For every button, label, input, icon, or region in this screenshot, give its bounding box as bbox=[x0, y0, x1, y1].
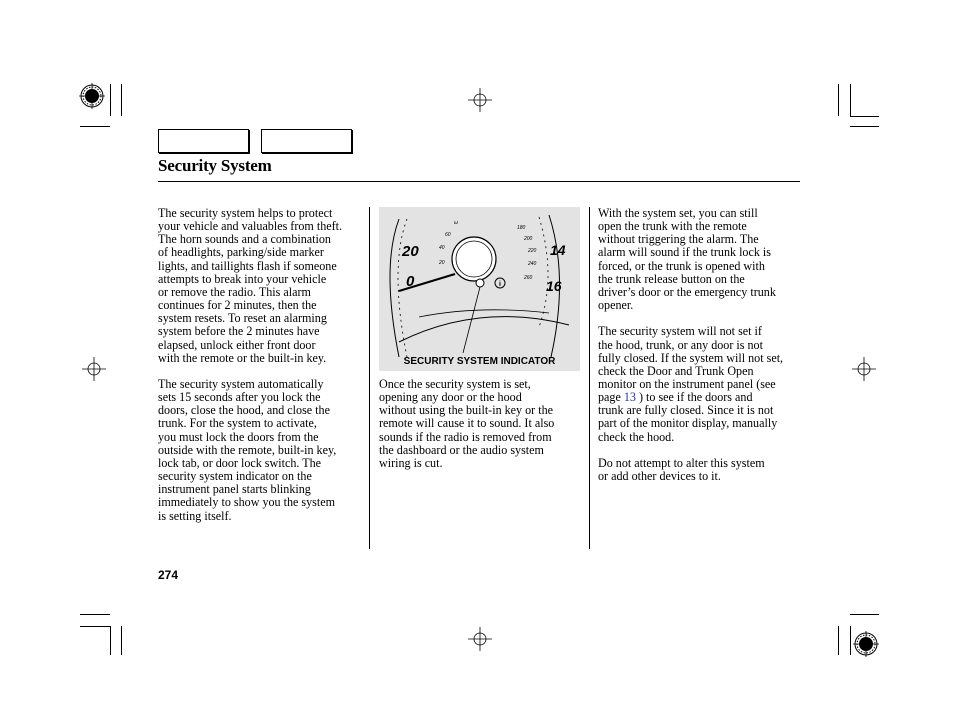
gauge-illustration bbox=[379, 207, 580, 371]
gauge-tick: 200 bbox=[524, 236, 533, 242]
gauge-label: 20 bbox=[402, 243, 419, 260]
paragraph bbox=[598, 325, 803, 443]
page-title: Security System bbox=[158, 156, 272, 175]
gauge-tick: 240 bbox=[528, 261, 537, 267]
paragraph: With the system set, you can still open the trunk with the remote without triggering the alarm. The alarm will sound if the trunk lock is forced, or the trunk is opened with the trunk release button on the driver’s door or the emergency trunk opener. bbox=[598, 206, 776, 313]
text-span: The security system will not set if the hood, trunk, or any door is not fully closed. If the system will not set, check the Door and Trunk Open monitor on the instrument panel (see page bbox=[598, 324, 784, 405]
gauge-label: 0 bbox=[406, 273, 415, 290]
instrument-panel-figure bbox=[379, 207, 580, 371]
crosshair-mark-icon bbox=[852, 357, 876, 381]
paragraph: Do not attempt to alter this system or add other devices to it. bbox=[598, 455, 765, 484]
column-divider bbox=[369, 207, 370, 549]
registration-target-icon bbox=[853, 631, 879, 657]
text-span: ) to see if the doors and trunk are fully closed. Since it is not part of the monitor display, manually check the hood. bbox=[598, 390, 778, 444]
gauge-tick: 260 bbox=[524, 275, 533, 281]
gauge-tick: 20 bbox=[439, 260, 445, 266]
crosshair-mark-icon bbox=[468, 627, 492, 651]
right-column bbox=[598, 207, 803, 496]
svg-text:i: i bbox=[499, 281, 501, 288]
middle-column bbox=[379, 378, 584, 483]
paragraph: The security system helps to protect your vehicle and valuables from theft. The horn sounds and a combination of headlights, parking/side marker lights, and taillights flash if someone attempts to break into your vehicle or remove the radio. This alarm continues for 2 minutes, then the system resets. To reset an alarming system before the 2 minutes have elapsed, unlock either front door with the remote or the built-in key. bbox=[158, 206, 343, 365]
paragraph: The security system automatically sets 15 seconds after you lock the doors, close the hood, and close the trunk. For the system to activate, you must lock the doors from the outside with the remote, built-in key, lock tab, or door lock switch. The security system indicator on the instrument panel starts blinking immediately to show you the system is setting itself. bbox=[158, 377, 337, 523]
paragraph: Once the security system is set, opening any door or the hood without using the built-in key or the remote will cause it to sound. It also sounds if the radio is removed from the dashboard or the audio system wiring is cut. bbox=[379, 377, 555, 470]
gauge-tick: 60 bbox=[445, 232, 451, 238]
figure-caption: SECURITY SYSTEM INDICATOR bbox=[403, 356, 556, 367]
registration-target-icon bbox=[79, 83, 105, 109]
page-link[interactable]: 13 bbox=[623, 390, 636, 405]
gauge-label: 16 bbox=[546, 278, 562, 294]
nav-tab-box-table-of-contents[interactable] bbox=[261, 129, 352, 153]
gauge-tick: 220 bbox=[528, 248, 537, 254]
page-number: 274 bbox=[158, 568, 179, 582]
crosshair-mark-icon bbox=[82, 357, 106, 381]
gauge-tick: 40 bbox=[439, 245, 445, 251]
gauge-label: 14 bbox=[550, 242, 566, 258]
gauge-tick: 180 bbox=[517, 225, 526, 231]
svg-text:ω: ω bbox=[454, 220, 458, 226]
crosshair-mark-icon bbox=[468, 88, 492, 112]
left-column bbox=[158, 207, 366, 536]
nav-tab-box-main-menu[interactable] bbox=[158, 129, 249, 153]
title-divider bbox=[158, 181, 800, 182]
column-divider bbox=[589, 207, 590, 549]
